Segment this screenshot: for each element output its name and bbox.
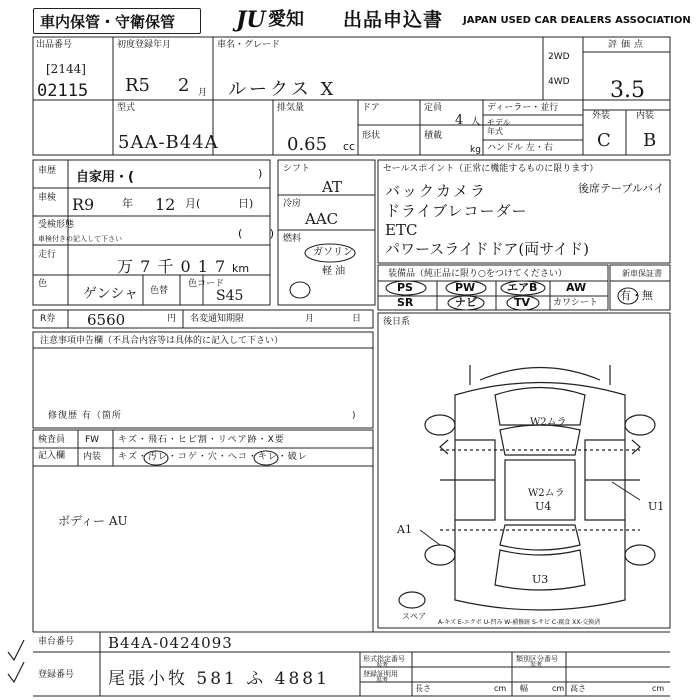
cert-sub: 参考 bbox=[376, 677, 389, 684]
color-exchange-label: 色替 bbox=[150, 286, 169, 296]
disp-value: 0.65 bbox=[287, 134, 328, 155]
score-label: 評価点 bbox=[608, 40, 648, 50]
recycle-unit: 円 bbox=[167, 314, 177, 324]
score-value: 3.5 bbox=[610, 78, 645, 103]
history-label: 車歴 bbox=[38, 166, 57, 176]
car-label: 車名・グレード bbox=[217, 40, 281, 50]
reg-era: R5 bbox=[125, 75, 151, 96]
fuel-diesel: 軽 油 bbox=[322, 266, 346, 277]
notice-day-unit: 日 bbox=[352, 314, 362, 324]
inspector-row1-tag: FW bbox=[85, 435, 100, 445]
ac-value: AAC bbox=[305, 210, 339, 228]
lot-number: 02115 bbox=[37, 81, 89, 101]
inspector-label-2: 記入欄 bbox=[38, 451, 66, 461]
disp-unit: cc bbox=[343, 140, 356, 153]
handle-label: ハンドル 左・右 bbox=[487, 143, 553, 153]
mileage-value: 万 7 千 0 1 7 bbox=[117, 257, 227, 276]
color-value: ゲンシャ bbox=[83, 286, 139, 302]
length-unit: cm bbox=[494, 684, 507, 693]
class-label: 類別区分番号 bbox=[516, 655, 558, 663]
int-label: 内装 bbox=[636, 111, 655, 121]
storage-tab-title: 車内保管・守衛保管 bbox=[40, 13, 176, 31]
form-title: 出品申込書 bbox=[343, 9, 444, 31]
selling-point-1: バックカメラ bbox=[385, 182, 488, 200]
recycle-label: R券 bbox=[40, 314, 56, 324]
history-close: ) bbox=[258, 167, 263, 180]
form-type-label: 形式指定番号 bbox=[363, 655, 405, 663]
inspector-row2-tag: 内装 bbox=[83, 452, 102, 462]
capacity-unit: 人 bbox=[471, 117, 481, 127]
mileage-label: 走行 bbox=[38, 250, 57, 260]
inspection-label: 車検 bbox=[38, 193, 57, 203]
shift-label: シフト bbox=[283, 164, 311, 174]
shift-value: AT bbox=[322, 178, 343, 196]
color-code-value: S45 bbox=[216, 288, 244, 304]
car-name: ルークス X bbox=[228, 79, 337, 100]
class-sub: 参考 bbox=[530, 662, 543, 669]
model-value: 5AA-B44A bbox=[118, 132, 219, 153]
selling-point-side-note: 後席テーブルバイ bbox=[578, 182, 665, 195]
plate-value: 尾張小牧 581 ふ 4881 bbox=[108, 669, 330, 689]
diagram-mark-2: W2ムラ bbox=[528, 488, 565, 499]
notes-label: 注意事項申告欄（不具合内容等は具体的に記入して下さい） bbox=[40, 336, 284, 346]
fuel-gasoline: ガソリン bbox=[313, 247, 353, 258]
lot-label: 出品番号 bbox=[36, 40, 73, 50]
org-name: 愛知 bbox=[268, 9, 304, 30]
equip-pw: PW bbox=[455, 281, 476, 294]
height-label: 高さ bbox=[570, 684, 586, 693]
ext-value: C bbox=[597, 130, 611, 151]
width-label: 幅 bbox=[520, 684, 528, 693]
reg-month-unit: 月 bbox=[198, 88, 208, 98]
car-diagram bbox=[399, 365, 655, 610]
mileage-unit: km bbox=[232, 262, 250, 275]
equip-sr: SR bbox=[397, 296, 414, 309]
equip-ps: PS bbox=[397, 281, 413, 294]
equip-navi: ナビ bbox=[455, 296, 477, 309]
notice-label: 名変通知期限 bbox=[190, 314, 245, 324]
plate-label: 登録番号 bbox=[38, 670, 75, 680]
inspector-label-1: 検査員 bbox=[38, 435, 66, 445]
cert-label: 登録証明用 bbox=[363, 670, 398, 678]
capacity-value: 4 bbox=[455, 113, 464, 128]
fuel-label: 燃料 bbox=[283, 234, 302, 244]
diagram-mark-3: U4 bbox=[535, 500, 552, 513]
length-label: 長さ bbox=[415, 684, 431, 693]
history-value: 自家用・( bbox=[76, 170, 134, 185]
warranty-label: 新車保証書 bbox=[622, 269, 662, 278]
shape-label: 形状 bbox=[362, 131, 381, 141]
diagram-label: 後日系 bbox=[383, 317, 411, 327]
repair-label: 修復歴 有（箇所 bbox=[48, 411, 122, 421]
inspection-month: 12 bbox=[155, 195, 176, 214]
selling-points-label: セールスポイント（正常に機能するものに限ります） bbox=[383, 164, 599, 174]
margin-marks bbox=[8, 640, 24, 682]
inspector-remark: ボディー AU bbox=[58, 514, 128, 528]
storage-tab bbox=[33, 8, 201, 34]
diagram-mark-5: U1 bbox=[648, 500, 665, 513]
height-unit: cm bbox=[652, 684, 665, 693]
model-year-label: モデル 年式 bbox=[487, 118, 511, 136]
diagram-mark-4: A1 bbox=[397, 523, 412, 536]
reception-label: 受検形態 bbox=[38, 220, 75, 230]
color-label: 色 bbox=[38, 279, 48, 289]
equipment-label: 装備品（純正品に限り○をつけてください） bbox=[388, 269, 567, 279]
lot-small: [2144] bbox=[46, 62, 86, 76]
equip-tv: TV bbox=[514, 296, 531, 309]
color-code-label: 色コード bbox=[188, 279, 225, 289]
door-label: ドア bbox=[362, 103, 380, 113]
load-label: 積載 bbox=[424, 131, 443, 141]
damage-legend: A-キズ E-エクボ U-凹み W-補修跡 S-サビ C-腐食 XX-交換済 bbox=[438, 619, 601, 626]
equip-seat: カワシート bbox=[553, 298, 599, 308]
ext-label: 外装 bbox=[592, 111, 611, 121]
form-type-sub: 参考 bbox=[376, 662, 389, 669]
inspector-row1: キズ・飛石・ヒビ割・リペア跡・X要 bbox=[118, 435, 285, 445]
recycle-value: 6560 bbox=[87, 311, 126, 329]
int-value: B bbox=[643, 130, 657, 151]
selling-point-2: ドライブレコーダー bbox=[385, 202, 528, 220]
warranty-value: 有・無 bbox=[620, 289, 653, 302]
inspection-year-unit: 年 bbox=[122, 197, 133, 210]
selling-point-4: パワースライドドア(両サイド) bbox=[385, 240, 590, 258]
spare-label: スペア bbox=[402, 612, 426, 621]
selling-point-3: ETC bbox=[385, 221, 418, 239]
reg-label: 初度登録年月 bbox=[117, 40, 172, 50]
inspector-row2: キズ・汚レ・コゲ・穴・へコ・キレ・破レ bbox=[118, 452, 308, 462]
reg-month: 2 bbox=[178, 75, 190, 96]
reception-note: 車検付きの記入して下さい bbox=[38, 235, 122, 243]
capacity-label: 定員 bbox=[424, 103, 443, 113]
repair-close: ) bbox=[352, 411, 356, 421]
ju-logo: JU bbox=[236, 7, 266, 33]
association-name: JAPAN USED CAR DEALERS ASSOCIATION bbox=[463, 15, 691, 26]
ac-label: 冷房 bbox=[283, 199, 302, 209]
drive-2wd: 2WD bbox=[548, 52, 570, 62]
width-unit: cm bbox=[552, 684, 565, 693]
load-unit: kg bbox=[470, 145, 481, 155]
drive-4wd: 4WD bbox=[548, 77, 570, 87]
diagram-mark-1: W2ムラ bbox=[530, 417, 567, 428]
reception-paren: ( ) bbox=[238, 227, 287, 240]
disp-label: 排気量 bbox=[277, 103, 305, 113]
chassis-value: B44A-0424093 bbox=[108, 634, 233, 652]
inspection-day-unit: 日) bbox=[238, 197, 254, 210]
inspection-month-unit: 月( bbox=[185, 197, 201, 210]
equip-airbag: エアB bbox=[507, 281, 538, 294]
inspection-era: R9 bbox=[72, 195, 95, 214]
notice-month-unit: 月 bbox=[305, 314, 315, 324]
model-label: 型式 bbox=[117, 103, 136, 113]
dealer-label: ディーラー・並行 bbox=[487, 103, 559, 113]
diagram-mark-6: U3 bbox=[532, 573, 549, 586]
equip-aw: AW bbox=[566, 281, 587, 294]
chassis-label: 車台番号 bbox=[38, 637, 75, 647]
